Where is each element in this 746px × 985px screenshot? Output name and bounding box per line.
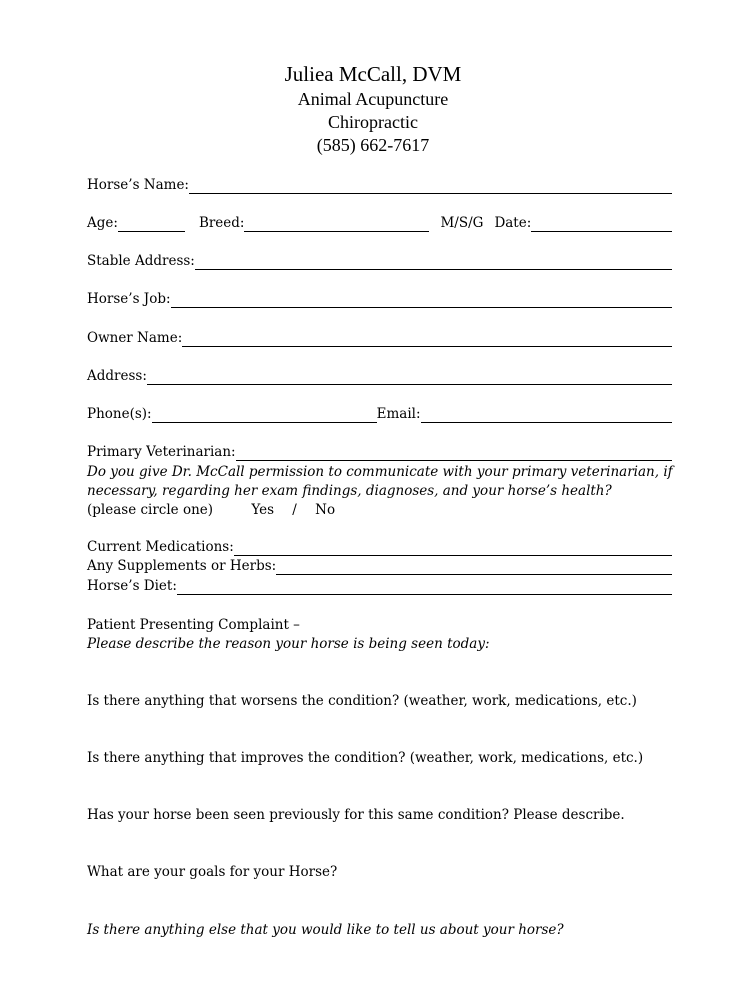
complaint-title: Patient Presenting Complaint – [87,617,300,633]
horse-name-row [87,176,672,196]
supplements-label: Any Supplements or Herbs: [87,558,277,574]
supplements-field[interactable] [276,573,672,575]
current-meds-field[interactable] [234,554,672,556]
age-label: Age: [87,215,118,231]
diet-row [87,577,672,597]
else-question: Is there anything else that you would like to tell us about your horse? [87,922,564,938]
worsens-question: Is there anything that worsens the condition? (weather, work, medications, etc.) [87,693,637,709]
phones-label: Phone(s): [87,406,152,422]
permission-question: Do you give Dr. McCall permission to communicate with your primary veterinarian, if necessary, regarding her exam findings, diagnoses, and your horse’s health? [87,464,673,499]
date-label: Date: [494,215,532,231]
horse-job-row [87,290,672,310]
practice-subtitle-chiropractic: Chiropractic [328,112,418,132]
previous-question: Has your horse been seen previously for this same condition? Please describe. [87,807,625,823]
circle-instruction: (please circle one) [87,502,214,518]
complaint-prompt: Please describe the reason your horse is being seen today: [87,636,490,652]
primary-vet-row [87,443,672,463]
supplements-row [87,557,672,577]
practice-subtitle-acupuncture: Animal Acupuncture [297,89,449,109]
current-meds-row [87,538,672,558]
address-row [87,367,672,387]
email-label: Email: [376,406,421,422]
phones-field[interactable] [152,421,377,423]
no-option[interactable]: No [315,502,336,518]
owner-name-row [87,329,672,349]
yes-no-separator: / [292,502,297,518]
breed-field[interactable] [244,230,429,232]
yes-option[interactable]: Yes [251,502,274,518]
owner-name-field[interactable] [182,345,672,347]
date-field[interactable] [531,230,672,232]
practitioner-name: Juliea McCall, DVM [284,62,462,86]
age-breed-row [87,214,672,234]
horse-job-label: Horse’s Job: [87,291,171,307]
stable-address-label: Stable Address: [87,253,195,269]
diet-label: Horse’s Diet: [87,578,177,594]
horse-name-label: Horse’s Name: [87,177,189,193]
email-field[interactable] [421,421,673,423]
age-field[interactable] [118,230,185,232]
address-field[interactable] [147,383,672,385]
phone-email-row [87,405,672,425]
current-meds-label: Current Medications: [87,539,234,555]
breed-label: Breed: [198,215,245,231]
horse-job-field[interactable] [171,306,672,308]
improves-question: Is there anything that improves the condition? (weather, work, medications, etc.) [87,750,644,766]
address-label: Address: [87,368,147,384]
primary-vet-field[interactable] [236,459,672,461]
diet-field[interactable] [177,593,672,595]
msg-label[interactable]: M/S/G [440,215,484,231]
horse-name-field[interactable] [189,192,672,194]
goals-question: What are your goals for your Horse? [87,864,338,880]
stable-address-row [87,252,672,272]
primary-vet-label: Primary Veterinarian: [87,444,236,460]
stable-address-field[interactable] [195,268,672,270]
practice-phone: (585) 662-7617 [316,135,430,155]
permission-choice-row [87,502,335,518]
owner-name-label: Owner Name: [87,330,183,346]
